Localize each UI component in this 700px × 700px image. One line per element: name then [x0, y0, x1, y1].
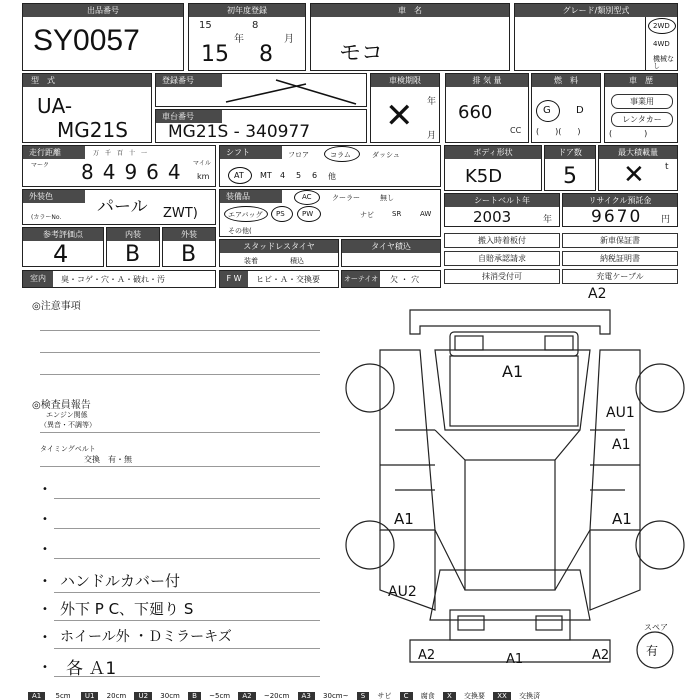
interior-grade-label: 内装: [107, 228, 159, 241]
recycle-unit: 円: [661, 215, 671, 225]
legend-a3: A3: [298, 692, 315, 700]
color-extra: ZWT): [163, 206, 198, 221]
shift-floor: フロア: [288, 151, 309, 159]
shift-at: AT: [234, 171, 244, 180]
tire-cell: [341, 239, 441, 267]
fw-cell: [219, 270, 339, 288]
recycle-label: リサイクル預託金: [563, 194, 677, 207]
legend-replace: 交換要: [464, 692, 486, 700]
registration-strike-mark: [156, 74, 368, 108]
first-reg-year-unit: 年: [234, 34, 244, 45]
inspector-line-1: [40, 432, 320, 433]
grade-label: グレード/類別型式: [515, 4, 677, 17]
fuel-g-option: G: [543, 105, 551, 116]
legend-over30: 30cm~: [323, 692, 349, 700]
shift-5: 5: [296, 171, 302, 180]
drive-other-option: 機械なし: [653, 55, 674, 70]
displacement-cell: [445, 73, 529, 143]
diagram-label-right-front: AU1: [606, 405, 635, 421]
model-value-2: MG21S: [57, 118, 128, 142]
legend-20cm: 20cm: [106, 692, 127, 700]
bullet-line-1: [54, 498, 320, 499]
equipment-pw-circle: [297, 206, 321, 222]
lot-number-cell: [22, 3, 184, 71]
inspector-engine: エンジン関係: [46, 411, 88, 419]
equipment-ps-circle: [271, 206, 293, 222]
equipment-sr: SR: [392, 210, 402, 218]
legend-5cm: 5cm: [55, 692, 71, 700]
diagram-label-rear-right: A2: [592, 648, 610, 663]
equipment-other: その他(: [228, 227, 252, 235]
shift-6: 6: [312, 171, 318, 180]
fuel-label: 燃 料: [532, 74, 600, 87]
history-paren: ( ): [609, 129, 648, 138]
shift-label: シフト: [220, 146, 282, 159]
car-name-value: モコ: [339, 41, 384, 66]
color-label: 外装色: [23, 190, 85, 203]
legend-rust: サビ: [377, 692, 392, 700]
inspector-heading: ◎検査員報告: [32, 400, 91, 411]
equipment-navi: ナビ: [360, 211, 374, 219]
bullet-line-5: [54, 620, 320, 621]
bullet-2: •: [42, 514, 48, 525]
diagram-label-right-fender: A1: [612, 437, 631, 453]
chassis-value: MG21S - 340977: [168, 122, 311, 142]
model-label: 型 式: [23, 74, 151, 87]
diagram-label-rear-center: A1: [506, 652, 524, 667]
doc-warranty: 新車保証書: [562, 233, 678, 248]
fuel-cell: [531, 73, 601, 143]
inspector-belt-sub: 交換 有・無: [84, 455, 132, 464]
mileage-mile-unit: マイル: [193, 160, 211, 167]
doc-deregistration: 抹消受付可: [444, 269, 560, 284]
interior-grade-value: B: [125, 242, 141, 267]
diagram-label-right-door: A1: [612, 510, 632, 528]
equipment-cooler: クーラー: [332, 194, 360, 202]
doc-charge-cable: 充電ケーブル: [562, 269, 678, 284]
interior-condition-items: 臭・コゲ・穴・Ａ・破れ・汚: [61, 275, 165, 284]
shift-other: 他: [328, 172, 336, 181]
legend-u1: U1: [81, 692, 99, 700]
displacement-unit: CC: [510, 126, 522, 135]
legend-xx: XX: [493, 692, 511, 700]
equipment-airbag-circle: [224, 206, 268, 222]
model-cell: [22, 73, 152, 143]
seatbelt-unit: 年: [543, 215, 553, 225]
first-reg-year-printed: 15: [199, 20, 212, 31]
bullet-3: •: [42, 544, 48, 555]
interior-condition-label: 室内: [23, 271, 53, 287]
score-label: 参考評価点: [23, 228, 103, 241]
legend-a1: A1: [28, 692, 45, 700]
body-type-cell: [444, 145, 542, 191]
capacity-label: 最大積載量: [599, 146, 677, 159]
interior-grade-cell: [106, 227, 160, 267]
model-value-1: UA-: [37, 94, 73, 118]
body-type-value: K5D: [465, 166, 503, 187]
legend-under20: ~20cm: [263, 692, 290, 700]
body-type-label: ボディ形状: [445, 146, 541, 159]
lot-number-value: SY0057: [33, 24, 140, 57]
bullet-1: •: [42, 484, 48, 495]
legend-x: X: [443, 692, 456, 700]
legend-strip: [28, 692, 688, 700]
chassis-cell: [155, 109, 367, 143]
inspection-label: 車検期限: [371, 74, 439, 87]
registration-label: 登録番号: [156, 74, 222, 87]
mileage-km-unit: km: [197, 172, 210, 181]
fw-label: F W: [220, 271, 248, 287]
equipment-ps: PS: [276, 210, 285, 218]
bullet-line-7: [54, 676, 320, 677]
capacity-unit: t: [665, 162, 669, 172]
tire-label: タイヤ積込: [342, 240, 440, 253]
bullet-line-3: [54, 558, 320, 559]
bullet-6: •: [42, 632, 48, 643]
first-reg-month-printed: 8: [252, 20, 259, 31]
inspection-year-unit: 年: [427, 97, 437, 107]
audio-items: 欠 ・ 穴: [390, 275, 420, 284]
doors-cell: [544, 145, 596, 191]
lot-number-label: 出品番号: [23, 4, 183, 17]
notes-line-3: [40, 374, 320, 375]
legend-s: S: [357, 692, 369, 700]
displacement-value: 660: [458, 102, 493, 123]
shift-cell: [219, 145, 441, 187]
seatbelt-label: シートベルト年: [445, 194, 559, 207]
seatbelt-cell: [444, 193, 560, 227]
fuel-paren-row: ( )( ): [536, 127, 581, 136]
history-cell: [604, 73, 678, 143]
studless-loaded: 積込: [290, 257, 304, 265]
notes-line-2: [40, 352, 320, 353]
equipment-airbag: エアバッグ: [228, 211, 263, 219]
history-business-option: 事業用: [611, 94, 673, 109]
recycle-value: 9670: [591, 207, 643, 227]
hand-note-3: ホイール外 ・Ｄミラーキズ: [60, 629, 232, 645]
spare-label: スペア: [644, 623, 668, 632]
notes-line-1: [40, 330, 320, 331]
legend-corrosion: 腐食: [420, 692, 435, 700]
chassis-label: 車台番号: [156, 110, 222, 123]
color-sub-label: (カラーNo.: [31, 214, 62, 221]
exterior-grade-value: B: [181, 242, 197, 267]
bullet-line-6: [54, 648, 320, 649]
mileage-label: 走行距離: [23, 146, 85, 159]
drive-4wd-option: 4WD: [653, 40, 670, 48]
shift-column: コラム: [330, 151, 351, 159]
color-value: パール: [97, 197, 148, 217]
studless-cell: [219, 239, 339, 267]
shift-dash: ダッシュ: [372, 151, 400, 159]
seatbelt-value: 2003: [473, 208, 512, 226]
equipment-aw: AW: [420, 210, 432, 218]
drive-2wd-circle: [648, 18, 676, 34]
exterior-grade-cell: [162, 227, 216, 267]
bullet-7: •: [42, 662, 48, 673]
first-reg-year-handwritten: 15: [201, 42, 229, 67]
diagram-label-left-rear: AU2: [388, 584, 417, 600]
registration-cell: [155, 73, 367, 107]
audio-label: オーテイオ: [342, 271, 380, 287]
capacity-cell: [598, 145, 678, 191]
shift-column-circle: [324, 146, 360, 162]
mileage-sub-label: マーク: [31, 162, 50, 169]
grade-cell: [514, 3, 678, 71]
hand-note-4: 各 Ａ1: [66, 659, 117, 679]
inspection-month-unit: 月: [427, 131, 437, 141]
legend-30cm: 30cm: [160, 692, 180, 700]
bullet-5: •: [42, 604, 48, 615]
score-cell: [22, 227, 104, 267]
recycle-cell: [562, 193, 678, 227]
exterior-grade-label: 外装: [163, 228, 215, 241]
inspector-engine-sub: （異音・不調等）: [40, 421, 96, 429]
equipment-none: 無し: [380, 194, 394, 202]
diagram-label-left-door: A1: [394, 510, 414, 528]
car-name-label: 車 名: [311, 4, 509, 17]
first-reg-month-handwritten: 8: [259, 42, 273, 67]
legend-u2: U2: [134, 692, 152, 700]
fuel-g-circle: [536, 100, 560, 122]
diagram-label-hood: A1: [502, 362, 524, 381]
color-cell: [22, 189, 216, 225]
doc-tax-cert: 納税証明書: [562, 251, 678, 266]
hand-note-1: ハンドルカバー付: [60, 572, 181, 590]
bullet-4: •: [42, 576, 48, 587]
diagram-label-front: A2: [588, 286, 607, 302]
grade-divider: [645, 17, 646, 70]
studless-label: スタッドレスタイヤ: [220, 240, 338, 253]
equipment-ac-circle: [294, 190, 320, 205]
doors-label: ドア数: [545, 146, 595, 159]
equipment-label: 装備品: [220, 190, 282, 203]
displacement-label: 排 気 量: [446, 74, 528, 87]
studless-mounted: 装着: [244, 257, 258, 265]
mileage-cell: [22, 145, 216, 187]
legend-replaced: 交換済: [519, 692, 541, 700]
spare-mark: 有: [646, 644, 659, 658]
shift-at-circle: [228, 167, 252, 184]
score-value: 4: [53, 240, 69, 268]
doors-value: 5: [563, 164, 577, 189]
legend-under5: ~5cm: [209, 692, 231, 700]
mileage-value: 84964: [81, 160, 190, 184]
equipment-cell: [219, 189, 441, 237]
audio-cell: [341, 270, 441, 288]
interior-condition-cell: [22, 270, 216, 288]
equipment-ac: AC: [302, 193, 312, 201]
history-label: 車 歴: [605, 74, 677, 87]
drive-2wd-option: 2WD: [653, 22, 670, 30]
first-registration-cell: [188, 3, 306, 71]
history-rental-option: レンタカー: [611, 112, 673, 127]
legend-b: B: [188, 692, 201, 700]
legend-c: C: [400, 692, 413, 700]
notes-heading: ◎注意事項: [32, 301, 81, 312]
diagram-label-rear-left: A2: [418, 648, 436, 663]
car-name-cell: [310, 3, 510, 71]
first-registration-label: 初年度登録: [189, 4, 305, 17]
bullet-line-2: [54, 528, 320, 529]
equipment-pw: PW: [302, 210, 314, 218]
mileage-units-row: 万 千 百 十 一: [93, 150, 148, 157]
fw-items: ヒビ・Ａ・交換要: [256, 275, 320, 284]
shift-4: 4: [280, 171, 286, 180]
doc-arrival-plate: 搬入時着板付: [444, 233, 560, 248]
inspection-mark: ✕: [385, 96, 414, 136]
inspector-belt: タイミングベルト: [40, 445, 96, 453]
capacity-value: ✕: [623, 160, 645, 190]
bullet-line-4: [54, 592, 320, 593]
inspection-cell: [370, 73, 440, 143]
inspector-line-2: [40, 466, 320, 467]
legend-a2: A2: [238, 692, 255, 700]
fuel-d-option: D: [576, 105, 584, 116]
doc-liability: 自賠承認請求: [444, 251, 560, 266]
hand-note-2: 外下 P C、下廻り S: [60, 600, 194, 618]
first-reg-month-unit: 月: [284, 34, 294, 45]
shift-mt: MT: [260, 171, 272, 180]
